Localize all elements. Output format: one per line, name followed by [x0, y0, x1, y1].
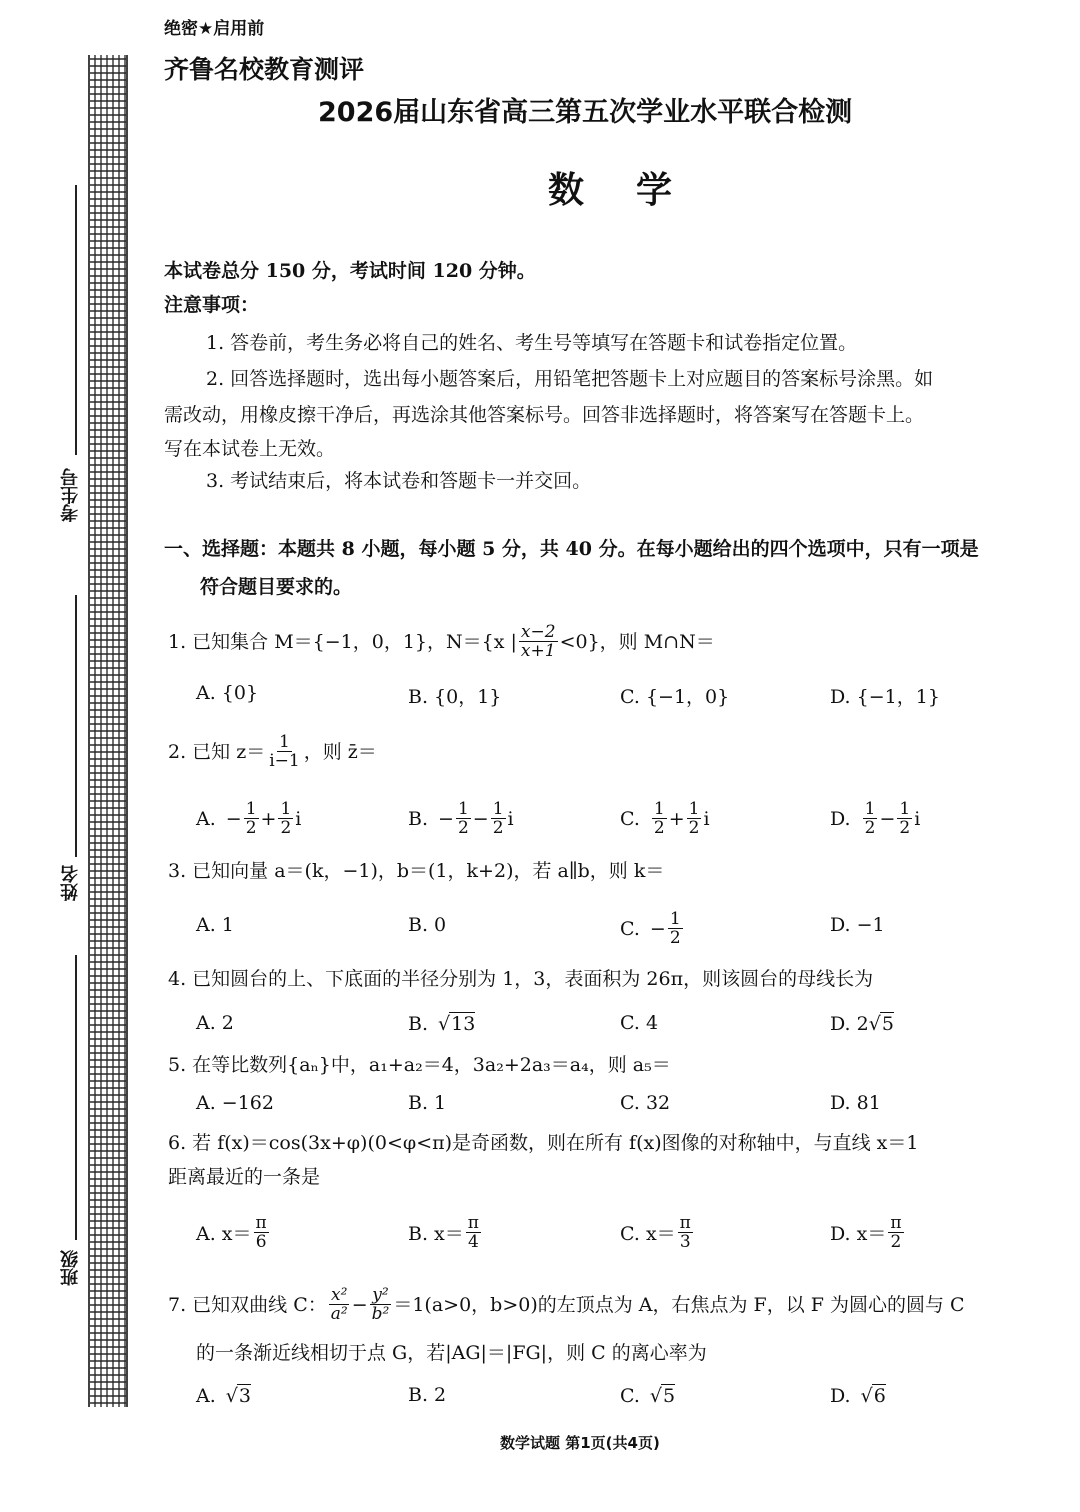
q3-option-a[interactable]: A. 1 — [196, 914, 234, 936]
question-6-stem: 6. 若 f(x)＝cos(3x+φ)(0<φ<π)是奇函数，则在所有 f(x)图像的对称轴中，与直线 x＝1 — [168, 1132, 919, 1154]
q4-option-a[interactable]: A. 2 — [196, 1012, 234, 1034]
q1-option-b[interactable]: B. {0，1} — [408, 686, 502, 708]
q7-option-c[interactable]: C. √ 5 — [620, 1384, 676, 1407]
q3-option-d[interactable]: D. −1 — [830, 914, 885, 936]
question-6-stem-2: 距离最近的一条是 — [168, 1166, 321, 1188]
notice-title: 注意事项： — [164, 294, 260, 316]
q6-option-a[interactable]: A. x＝ $\frac{\pi}{6}$ — [196, 1213, 267, 1252]
question-4-stem: 4. 已知圆台的上、下底面的半径分别为 1，3，表面积为 26π，则该圆台的母线长为 — [168, 968, 874, 990]
confidential-mark: 绝密★启用前 — [164, 19, 265, 39]
q2-option-d[interactable]: D. $\frac{1}{2}$ − $\frac{1}{2}$ i — [830, 799, 921, 838]
question-5-stem: 5. 在等比数列{aₙ}中，a₁+a₂＝4，3a₂+2a₃＝a₄，则 a₅＝ — [168, 1054, 671, 1076]
section-1-heading-2: 符合题目要求的。 — [200, 576, 353, 598]
name-line — [75, 595, 77, 857]
binding-margin-pattern — [88, 55, 128, 1407]
q7-option-b[interactable]: B. 2 — [408, 1384, 447, 1406]
question-7-stem-2: 的一条渐近线相切于点 G，若|AG|＝|FG|，则 C 的离心率为 — [196, 1342, 707, 1364]
q6-option-c[interactable]: C. x＝ $\frac{\pi}{3}$ — [620, 1213, 691, 1252]
question-3-stem: 3. 已知向量 a＝(k，−1)，b＝(1，k+2)，若 a∥b，则 k＝ — [168, 860, 665, 882]
exam-number-line — [75, 185, 77, 455]
q2-option-c[interactable]: C. $\frac{1}{2}$ + $\frac{1}{2}$ i — [620, 799, 710, 838]
q4-option-d[interactable]: D. 2 √ 5 — [830, 1012, 894, 1035]
notice-1: 1. 答卷前，考生务必将自己的姓名、考生号等填写在答题卡和试卷指定位置。 — [206, 332, 858, 354]
subject-title: 数 学 — [548, 170, 681, 211]
q7-option-d[interactable]: D. √ 6 — [830, 1384, 886, 1407]
q4-option-c[interactable]: C. 4 — [620, 1012, 659, 1034]
q2-option-b[interactable]: B. − $\frac{1}{2}$ − $\frac{1}{2}$ i — [408, 799, 514, 838]
q6-option-b[interactable]: B. x＝ $\frac{\pi}{4}$ — [408, 1213, 479, 1252]
notice-2c: 写在本试卷上无效。 — [164, 438, 336, 460]
name-label: 姓名 — [60, 865, 81, 901]
question-4-options — [196, 1012, 976, 1042]
q5-option-c[interactable]: C. 32 — [620, 1092, 671, 1114]
section-1-heading: 一、选择题：本题共 8 小题，每小题 5 分，共 40 分。在每小题给出的四个选项中，只有一项是 — [164, 538, 979, 560]
q4-option-b[interactable]: B. √ 13 — [408, 1012, 476, 1035]
question-2-stem: 2. 已知 z＝ $\frac{1}{i-1}$ ，则 z̄＝ — [168, 732, 377, 771]
q5-option-a[interactable]: A. −162 — [196, 1092, 274, 1114]
q5-option-d[interactable]: D. 81 — [830, 1092, 881, 1114]
question-7-options — [196, 1384, 976, 1414]
page-footer: 数学试题 第1页(共4页) — [500, 1434, 660, 1452]
notice-2b: 需改动，用橡皮擦干净后，再选涂其他答案标号。回答非选择题时，将答案写在答题卡上。 — [164, 404, 925, 426]
total-score: 本试卷总分 150 分，考试时间 120 分钟。 — [164, 260, 536, 282]
class-line — [75, 955, 77, 1240]
question-6-options — [196, 1214, 976, 1254]
q7-option-a[interactable]: A. √ 3 — [196, 1384, 251, 1407]
class-label: 班级 — [60, 1250, 81, 1286]
exam-number-label: 考生号 — [60, 468, 81, 522]
notice-3: 3. 考试结束后，将本试卷和答题卡一并交回。 — [206, 470, 592, 492]
question-7-stem: 7. 已知双曲线 C： $\frac{\text{x²}}{\text{a²}}$ − $\frac{\text{y²}}{\text{b²}}$ ＝1(a>0，b>0)的左顶点为 A，右焦点为 F，以 F 为圆心的圆与 C — [168, 1285, 965, 1324]
question-1-stem: 1. 已知集合 M＝{−1，0，1}，N＝{x | $\frac{x-2}{x+1}$ <0}，则 M∩N＝ — [168, 622, 715, 661]
question-3-options — [196, 910, 976, 950]
question-5-options — [196, 1092, 976, 1122]
q1-option-a[interactable]: A. {0} — [196, 682, 259, 704]
notice-2a: 2. 回答选择题时，选出每小题答案后，用铅笔把答题卡上对应题目的答案标号涂黑。如 — [206, 368, 934, 390]
q2-option-a[interactable]: A. − $\frac{1}{2}$ + $\frac{1}{2}$ i — [196, 799, 302, 838]
q1-option-c[interactable]: C. {−1，0} — [620, 686, 730, 708]
question-2-options — [196, 800, 976, 840]
q3-option-c[interactable]: C. − $\frac{1}{2}$ — [620, 909, 681, 948]
question-1-options — [196, 682, 976, 712]
q5-option-b[interactable]: B. 1 — [408, 1092, 447, 1114]
q6-option-d[interactable]: D. x＝ $\frac{\pi}{2}$ — [830, 1213, 902, 1252]
q3-option-b[interactable]: B. 0 — [408, 914, 447, 936]
organizer: 齐鲁名校教育测评 — [164, 55, 365, 84]
exam-title: 2026届山东省高三第五次学业水平联合检测 — [318, 97, 853, 128]
q1-option-d[interactable]: D. {−1，1} — [830, 686, 940, 708]
